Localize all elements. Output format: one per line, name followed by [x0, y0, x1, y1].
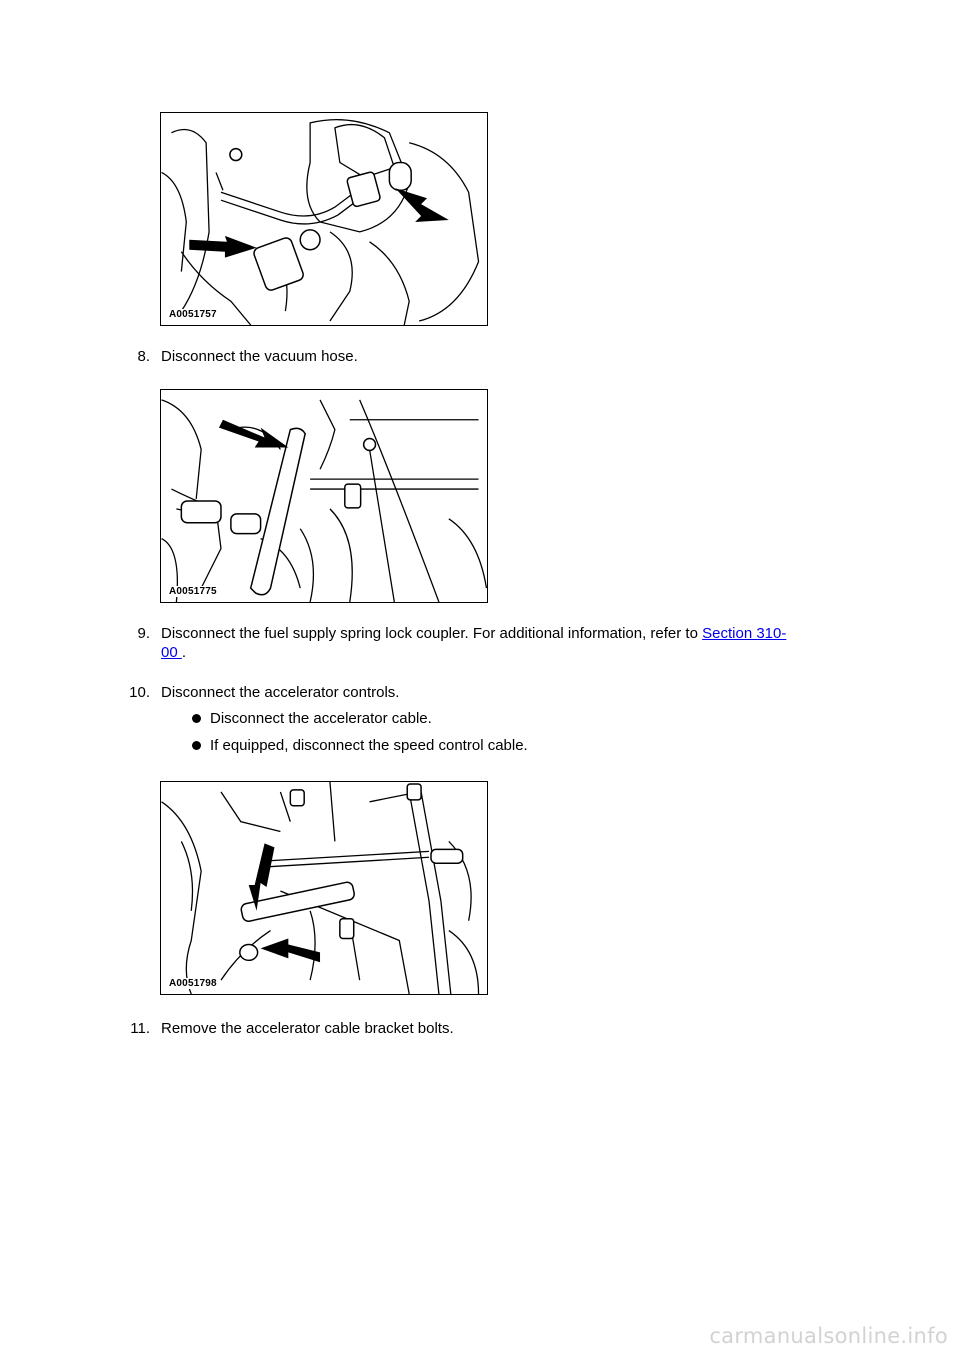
figure-id-label: A0051775 — [169, 586, 217, 597]
figure-vacuum-hose — [160, 389, 488, 603]
figure-electrical-connectors — [160, 112, 488, 326]
figure-id-label: A0051798 — [169, 978, 217, 989]
step-9 — [0, 624, 850, 664]
step-text: Remove the accelerator cable bracket bolts. — [161, 1020, 454, 1037]
step-text: Disconnect the vacuum hose. — [161, 348, 358, 365]
electrical-connectors-illustration-icon — [161, 113, 487, 325]
bullet-icon — [192, 714, 201, 723]
vacuum-hose-illustration-icon — [161, 390, 487, 602]
step-text-after: . — [181, 644, 187, 661]
figure-id-label: A0051757 — [169, 309, 217, 320]
step-number: 8. — [137, 348, 150, 365]
step-number: 11. — [130, 1020, 150, 1037]
step-text — [161, 624, 841, 662]
link-line2: 00 — [161, 644, 182, 661]
accelerator-cable-illustration-icon — [161, 782, 487, 994]
bullet-icon — [192, 741, 201, 750]
bullet-text: Disconnect the accelerator cable. — [210, 710, 432, 727]
step-number: 9. — [137, 625, 150, 642]
step-text: Disconnect the accelerator controls. — [161, 684, 400, 701]
step-text-before: Disconnect the fuel supply spring lock coupler. For additional information, refer to — [161, 625, 703, 642]
figure-accelerator-cable — [160, 781, 488, 995]
link-line1: Section 310- — [702, 625, 787, 642]
watermark: carmanualsonline.info — [709, 1324, 948, 1348]
bullet-text: If equipped, disconnect the speed control cable. — [210, 737, 528, 754]
step-number: 10. — [129, 684, 150, 701]
